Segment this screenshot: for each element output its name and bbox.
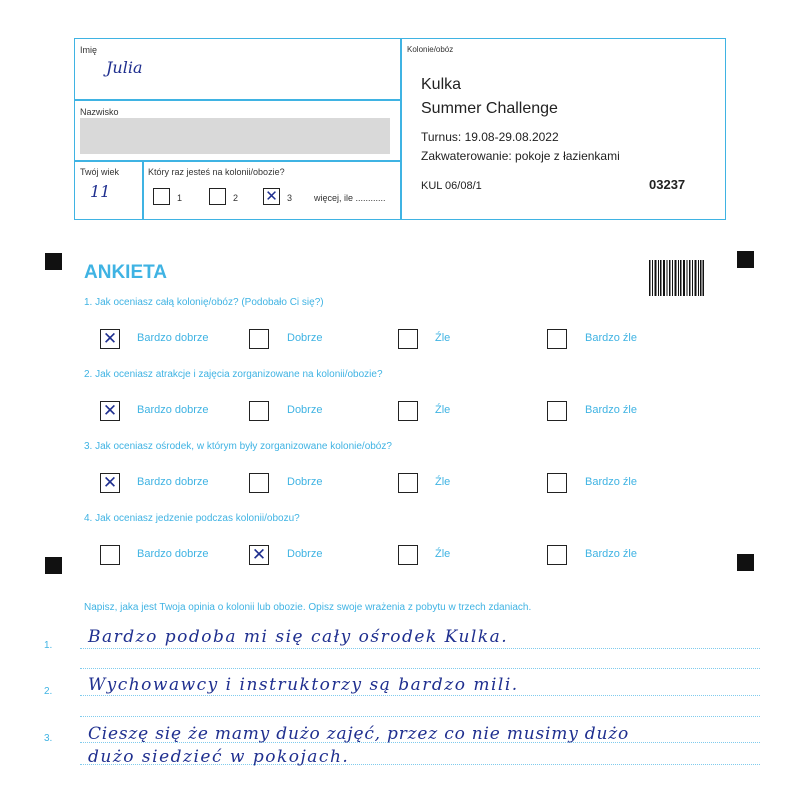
question-3-checkbox-zle[interactable] — [398, 473, 418, 493]
age-label: Twój wiek — [80, 167, 120, 177]
turnus: Turnus: 19.08-29.08.2022 — [421, 130, 559, 144]
answer-line-3: Cieszę się że mamy dużo zajęć, przez co nie musimy dużo — [88, 724, 630, 744]
question-3-text: 3. Jak oceniasz ośrodek, w którym były zorganizowane kolonie/obóz? — [84, 441, 392, 452]
question-2-option-dobrze: Dobrze — [287, 404, 323, 416]
check-mark — [548, 546, 566, 564]
answer-guide-line — [80, 648, 760, 649]
check-mark — [250, 474, 268, 492]
check-mark — [548, 474, 566, 492]
survey-title: ANKIETA — [84, 262, 168, 283]
question-4-option-bardzo-zle: Bardzo źle — [585, 548, 637, 560]
check-mark — [548, 330, 566, 348]
question-1-option-dobrze: Dobrze — [287, 332, 323, 344]
check-mark: ✕ — [102, 329, 118, 349]
camp-program: Summer Challenge — [421, 100, 558, 117]
answer-line-1: Bardzo podoba mi się cały ośrodek Kulka. — [88, 627, 509, 647]
question-4-option-bardzo-dobrze: Bardzo dobrze — [137, 548, 209, 560]
question-1-checkbox-zle[interactable] — [398, 329, 418, 349]
question-3-option-zle: Źle — [435, 476, 451, 488]
question-3-option-bardzo-zle: Bardzo źle — [585, 476, 637, 488]
answer-line-2: Wychowawcy i instruktorzy są bardzo mili. — [88, 675, 519, 695]
times-checkbox-2[interactable] — [209, 188, 226, 205]
header-divider-age — [142, 160, 144, 219]
question-2-option-bardzo-zle: Bardzo źle — [585, 404, 637, 416]
check-mark — [399, 402, 417, 420]
question-2-option-zle: Źle — [435, 404, 451, 416]
registration-mark-tr — [737, 251, 754, 268]
registration-mark-bl — [45, 557, 62, 574]
answer-guide-line — [80, 695, 760, 696]
times-checkbox-1[interactable] — [153, 188, 170, 205]
question-2-checkbox-bardzo-zle[interactable] — [547, 401, 567, 421]
camp-code: KUL 06/08/1 — [421, 180, 482, 192]
camp-label: Kolonie/obóz — [407, 45, 454, 54]
times-more: więcej, ile ............ — [314, 193, 386, 203]
times-check-mark-1 — [154, 189, 169, 204]
check-mark — [250, 402, 268, 420]
line-number-3: 3. — [44, 733, 53, 744]
opinion-prompt: Napisz, jaka jest Twoja opinia o kolonii lub obozie. Opisz swoje wrażenia z pobytu w trzech zdaniach. — [84, 602, 532, 613]
question-3-option-bardzo-dobrze: Bardzo dobrze — [137, 476, 209, 488]
question-3-checkbox-bardzo-zle[interactable] — [547, 473, 567, 493]
times-check-mark-2 — [210, 189, 225, 204]
answer-guide-line — [80, 716, 760, 717]
question-1-option-bardzo-zle: Bardzo źle — [585, 332, 637, 344]
times-check-mark-3: ✕ — [265, 187, 278, 205]
name-label: Imię — [80, 45, 98, 55]
check-mark — [399, 546, 417, 564]
check-mark: ✕ — [102, 473, 118, 493]
question-4-option-zle: Źle — [435, 548, 451, 560]
header-divider-v — [400, 38, 402, 219]
camp-name: Kulka — [421, 76, 462, 93]
check-mark — [101, 546, 119, 564]
question-2-checkbox-zle[interactable] — [398, 401, 418, 421]
question-4-checkbox-dobrze[interactable] — [249, 545, 269, 565]
times-option-2: 2 — [233, 193, 239, 203]
header-divider-h1 — [74, 99, 401, 101]
question-1-checkbox-dobrze[interactable] — [249, 329, 269, 349]
question-4-checkbox-zle[interactable] — [398, 545, 418, 565]
check-mark — [250, 330, 268, 348]
times-option-3: 3 — [287, 193, 293, 203]
question-1-option-zle: Źle — [435, 332, 451, 344]
question-1-checkbox-bardzo-dobrze[interactable] — [100, 329, 120, 349]
answer-guide-line — [80, 668, 760, 669]
question-4-option-dobrze: Dobrze — [287, 548, 323, 560]
question-1-option-bardzo-dobrze: Bardzo dobrze — [137, 332, 209, 344]
check-mark — [399, 474, 417, 492]
form-number: 03237 — [649, 177, 686, 192]
line-number-2: 2. — [44, 686, 53, 697]
accommodation: Zakwaterowanie: pokoje z łazienkami — [421, 149, 620, 163]
check-mark: ✕ — [251, 545, 267, 565]
question-4-checkbox-bardzo-dobrze[interactable] — [100, 545, 120, 565]
question-2-text: 2. Jak oceniasz atrakcje i zajęcia zorganizowane na kolonii/obozie? — [84, 369, 383, 380]
surname-label: Nazwisko — [80, 107, 119, 117]
check-mark: ✕ — [102, 401, 118, 421]
registration-mark-br — [737, 554, 754, 571]
registration-mark-tl — [45, 253, 62, 270]
times-label: Który raz jesteś na kolonii/obozie? — [148, 167, 285, 177]
question-3-checkbox-dobrze[interactable] — [249, 473, 269, 493]
surname-redaction — [80, 118, 390, 154]
question-2-checkbox-bardzo-dobrze[interactable] — [100, 401, 120, 421]
answer-line-4: dużo siedzieć w pokojach. — [88, 747, 350, 767]
question-3-checkbox-bardzo-dobrze[interactable] — [100, 473, 120, 493]
check-mark — [399, 330, 417, 348]
line-number-1: 1. — [44, 640, 53, 651]
question-3-option-dobrze: Dobrze — [287, 476, 323, 488]
header-divider-h2 — [74, 160, 401, 162]
name-value: Julia — [106, 58, 143, 77]
question-2-checkbox-dobrze[interactable] — [249, 401, 269, 421]
times-checkbox-3[interactable] — [263, 188, 280, 205]
age-value: 11 — [90, 182, 111, 201]
question-4-text: 4. Jak oceniasz jedzenie podczas kolonii/obozu? — [84, 513, 300, 524]
question-4-checkbox-bardzo-zle[interactable] — [547, 545, 567, 565]
times-option-1: 1 — [177, 193, 183, 203]
question-1-text: 1. Jak oceniasz całą kolonię/obóz? (Podobało Ci się?) — [84, 297, 324, 308]
question-2-option-bardzo-dobrze: Bardzo dobrze — [137, 404, 209, 416]
check-mark — [548, 402, 566, 420]
barcode-icon — [649, 260, 704, 296]
question-1-checkbox-bardzo-zle[interactable] — [547, 329, 567, 349]
